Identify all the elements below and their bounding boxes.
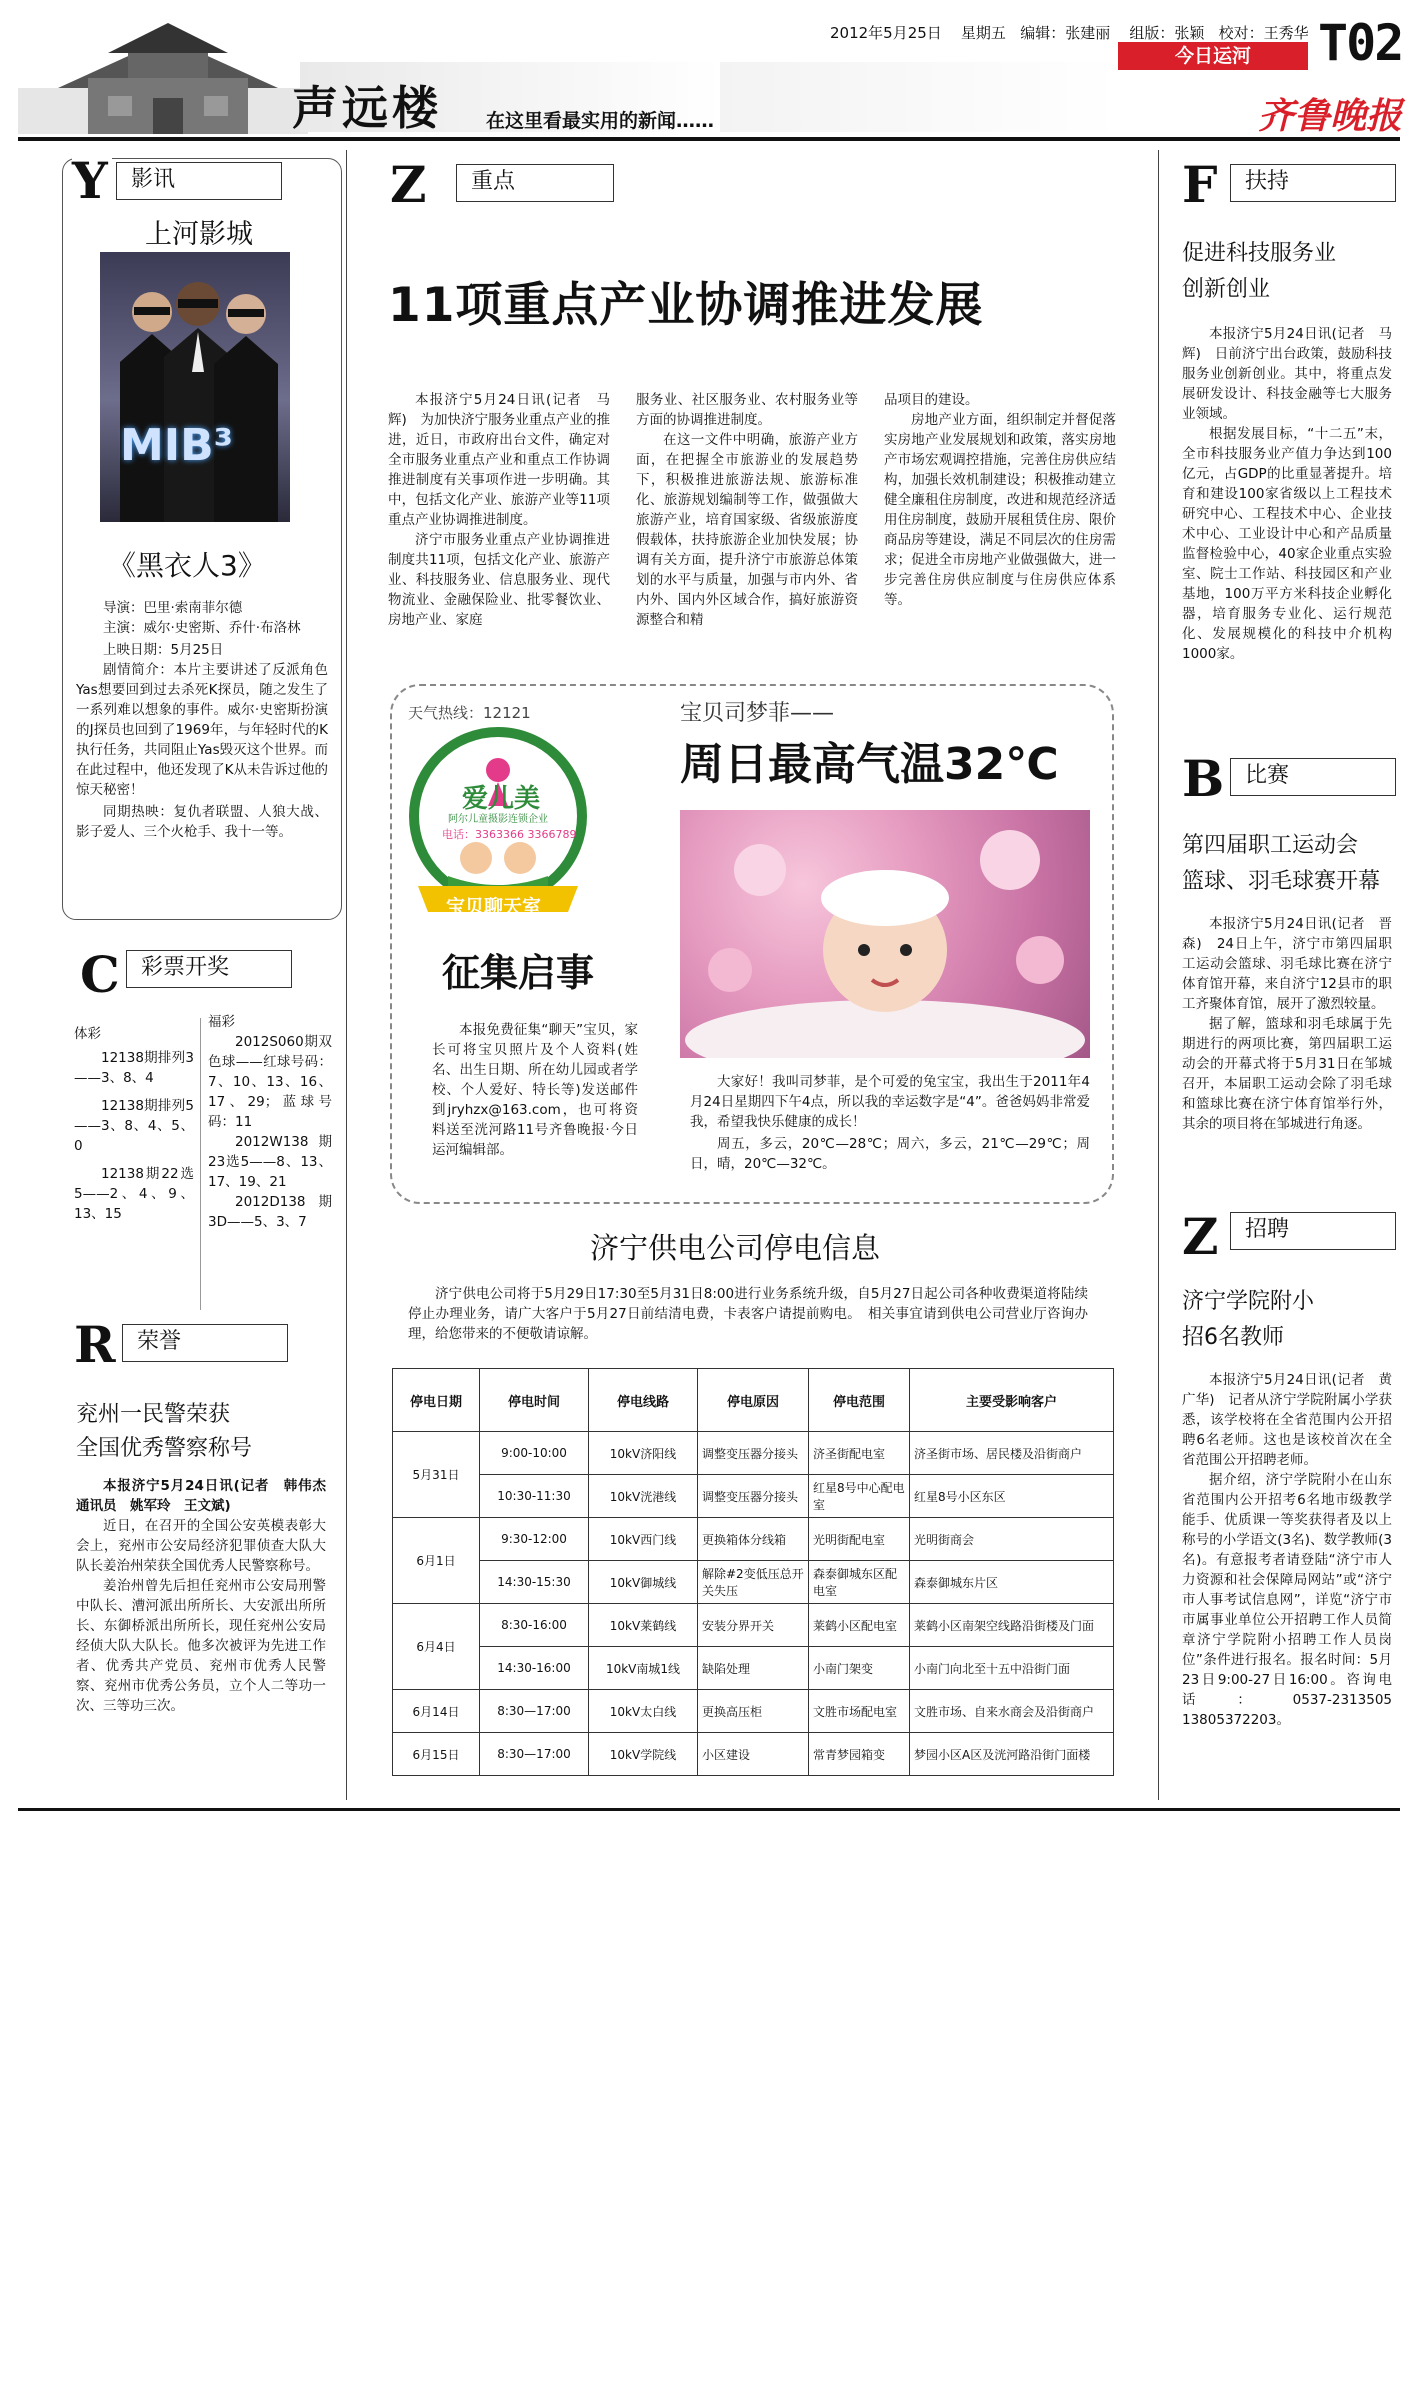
lead-paragraph: 房地产业方面，组织制定并督促落实房地产业发展规划和政策，落实房地产市场宏观调控措施，完善住房供应结构，加强长效机制建设；积极推动建立健全廉租住房制度，改进和规范经济适用住房制度，鼓励开展租赁住房、限价商品房等建设，满足不同层次的住房需求；促进全市房地产业做强做大，进一步完善住房供应制度与住房供应体系等。 <box>884 412 1116 608</box>
section-letter-b: B <box>1182 749 1225 808</box>
column-title: 声远楼 <box>292 81 442 135</box>
outage-date: 6月15日 <box>393 1733 480 1776</box>
baby-intro: 大家好！我叫司梦菲，是个可爱的兔宝宝，我出生于2011年4月24日星期四下午4点，所以我的幸运数字是“4”。爸爸妈妈非常爱我，希望我快乐健康的成长！ <box>690 1074 1090 1130</box>
recruit-headline <box>1182 1284 1314 1356</box>
tab-lottery: 彩票开奖 <box>126 950 292 988</box>
recruit-paragraph: 本报济宁5月24日讯(记者 黄广华) 记者从济宁学院附属小学获悉，该学校将在全省范围内公开招聘6名老师。这也是该校首次在全省范围公开招聘老师。 <box>1182 1372 1392 1468</box>
logo-phone: 电话：3363366 3366789 <box>442 828 577 841</box>
lottery-divider <box>200 1018 201 1310</box>
contest-headline-line: 第四届职工运动会 <box>1182 833 1359 858</box>
outage-date: 6月14日 <box>393 1690 480 1733</box>
contest-body <box>1182 914 1392 1134</box>
outage-date: 6月1日 <box>393 1518 480 1604</box>
outage-cell: 小区建设 <box>698 1733 809 1776</box>
outage-cell: 10kV学院线 <box>589 1733 698 1776</box>
honor-paragraph: 近日，在召开的全国公安英模表彰大会上，兖州市公安局经济犯罪侦查大队大队长姜治州荣获全国优秀人民警察称号。 <box>76 1518 326 1574</box>
outage-cell: 10kV洸港线 <box>589 1475 698 1518</box>
film-release: 上映日期：5月25日 <box>103 642 224 658</box>
outage-date: 5月31日 <box>393 1432 480 1518</box>
notice-title: 征集启事 <box>442 951 595 995</box>
editor-credit: 编辑：张建丽 <box>1020 24 1111 42</box>
lottery-sports-item: 12138期排列5——3、8、4、5、0 <box>74 1098 194 1154</box>
section-letter-f: F <box>1182 155 1218 214</box>
outage-row <box>393 1733 1114 1776</box>
recruit-body <box>1182 1370 1392 1730</box>
outage-cell: 缺陷处理 <box>698 1647 809 1690</box>
honor-headline-line: 兖州一民警荣获 <box>76 1402 231 1427</box>
support-body <box>1182 324 1392 664</box>
lead-col-3 <box>884 390 1116 610</box>
section-letter-c: C <box>80 945 120 1004</box>
outage-header: 停电原因 <box>698 1369 809 1432</box>
lead-col-2 <box>636 390 858 630</box>
proof-credit: 校对：王秀华 <box>1218 24 1309 42</box>
outage-cell: 更换高压柜 <box>698 1690 809 1733</box>
outage-intro: 济宁供电公司将于5月29日17:30至5月31日8:00进行业务系统升级，自5月27日起公司各种收费渠道将陆续停止办理业务，请广大客户于5月27日前结清电费，卡表客户请提前购电。 相关事宜请到供电公司营业厅咨询办理，给您带来的不便敬请谅解。 <box>408 1286 1088 1342</box>
tower-illustration <box>18 18 308 134</box>
outage-date: 6月4日 <box>393 1604 480 1690</box>
film-plot: 剧情简介：本片主要讲述了反派角色Yas想要回到过去杀死K探员，随之发生了一系列难以想象的事件。威尔·史密斯扮演的J探员也回到了1969年，与年轻时代的K执行任务，共同阻止Yas毁灭这个世界。而在此过程中，他还发现了K从未告诉过他的惊天秘密！ <box>76 662 328 798</box>
recruit-headline-line: 济宁学院附小 <box>1182 1289 1315 1314</box>
outage-cell: 8:30—17:00 <box>480 1733 589 1776</box>
column-slogan: 在这里看最实用的新闻…… <box>486 110 715 132</box>
lottery-welfare <box>208 1012 332 1232</box>
outage-header: 停电日期 <box>393 1369 480 1432</box>
outage-cell: 莱鹤小区配电室 <box>809 1604 910 1647</box>
lead-paragraph: 品项目的建设。 <box>884 392 979 408</box>
tab-honor: 荣誉 <box>122 1324 288 1362</box>
outage-cell: 10kV莱鹤线 <box>589 1604 698 1647</box>
lottery-welfare-item: 2012W138期23选5——8、13、17、19、21 <box>208 1134 332 1190</box>
support-headline-line: 促进科技服务业 <box>1182 241 1337 266</box>
poster-logo: MIB³ <box>120 420 233 471</box>
outage-cell: 光明街配电室 <box>809 1518 910 1561</box>
contest-headline-line: 篮球、羽毛球赛开幕 <box>1182 869 1381 894</box>
outage-cell: 14:30-15:30 <box>480 1561 589 1604</box>
outage-cell: 小南门架变 <box>809 1647 910 1690</box>
lottery-welfare-label: 福彩 <box>208 1014 235 1030</box>
outage-cell: 森泰御城东片区 <box>910 1561 1114 1604</box>
lead-paragraph: 济宁市服务业重点产业协调推进制度共11项，包括文化产业、旅游产业、科技服务业、信息服务业、现代物流业、金融保险业、批零餐饮业、房地产业、家庭 <box>388 532 610 628</box>
outage-table <box>392 1368 1114 1776</box>
weather-headline: 周日最高气温32℃ <box>680 739 1059 790</box>
notice-body: 本报免费征集“聊天”宝贝，家长可将宝贝照片及个人资料(姓名、出生日期、所在幼儿园或者学校、个人爱好、特长等)发送邮件到jryhzx@163.com，也可将资料送至洸河路11号齐鲁晚报·今日运河编辑部。 <box>432 1022 638 1158</box>
outage-cell: 文胜市场配电室 <box>809 1690 910 1733</box>
contest-paragraph: 本报济宁5月24日讯(记者 晋森) 24日上午，济宁市第四届职工运动会篮球、羽毛球比赛在济宁体育馆开幕，来自济宁12县市的职工齐聚体育馆，展开了激烈较量。 <box>1182 916 1392 1012</box>
lead-paragraph: 本报济宁5月24日讯(记者 马辉) 为加快济宁服务业重点产业的推进，近日，市政府出台文件，确定对全市服务业重点产业和重点工作协调推进制度有关事项作进一步明确。其中，包括文化产业、旅游产业等11项重点产业协调推进制度。 <box>388 392 610 528</box>
edition-info <box>830 22 1309 43</box>
outage-cell: 8:30-16:00 <box>480 1604 589 1647</box>
header-rule <box>18 137 1400 141</box>
outage-cell: 10kV太白线 <box>589 1690 698 1733</box>
movie-poster <box>100 252 290 522</box>
outage-cell: 小南门向北至十五中沿街门面 <box>910 1647 1114 1690</box>
film-director: 导演：巴里·索南菲尔德 <box>103 600 243 616</box>
tab-contest: 比赛 <box>1230 758 1396 796</box>
outage-cell: 8:30—17:00 <box>480 1690 589 1733</box>
lottery-sports-item: 12138期22选5——2、4、9、13、15 <box>74 1166 194 1222</box>
lottery-sports-item: 12138期排列3——3、8、4 <box>74 1050 194 1086</box>
section-letter-r: R <box>74 1315 116 1374</box>
baby-kicker: 宝贝司梦菲—— <box>680 701 835 726</box>
outage-header: 停电范围 <box>809 1369 910 1432</box>
cinema-name: 上河影城 <box>145 219 253 250</box>
outage-row <box>393 1604 1114 1647</box>
tab-support: 扶持 <box>1230 164 1396 202</box>
outage-cell: 10kV济阳线 <box>589 1432 698 1475</box>
outage-cell: 济圣街市场、居民楼及沿街商户 <box>910 1432 1114 1475</box>
section-letter-y: Y <box>72 156 112 206</box>
column-divider-left <box>346 150 347 1800</box>
outage-header: 停电线路 <box>589 1369 698 1432</box>
outage-header: 主要受影响客户 <box>910 1369 1114 1432</box>
lead-paragraph: 服务业、社区服务业、农村服务业等方面的协调推进制度。 <box>636 392 858 428</box>
support-headline-line: 创新创业 <box>1182 277 1271 302</box>
outage-row <box>393 1518 1114 1561</box>
outage-cell: 调整变压器分接头 <box>698 1432 809 1475</box>
outage-cell: 10:30-11:30 <box>480 1475 589 1518</box>
recruit-paragraph: 据介绍，济宁学院附小在山东省范围内公开招考6名地市级教学能手、优质课一等奖获得者及以上称号的小学语文(3名)、数学教师(3名)。有意报考者请登陆“济宁市人力资源和社会保障局网站”或“济宁市人事考试信息网”，详览“济宁市市属事业单位公开招聘工作人员简章济宁学院附小招聘工作人员岗位”条件进行报名。报名时间：5月23日9:00-27日16:00。咨询电话：0537-2313505 13805372203。 <box>1182 1472 1392 1728</box>
lottery-welfare-item: 2012S060期双色球——红球号码：7、10、13、16、17、29；蓝球号码：11 <box>208 1034 332 1130</box>
outage-cell: 10kV西门线 <box>589 1518 698 1561</box>
outage-cell: 10kV南城1线 <box>589 1647 698 1690</box>
outage-cell: 森泰御城东区配电室 <box>809 1561 910 1604</box>
outage-cell: 14:30-16:00 <box>480 1647 589 1690</box>
outage-cell: 济圣街配电室 <box>809 1432 910 1475</box>
outage-body <box>393 1432 1114 1776</box>
footer-rule <box>18 1808 1400 1811</box>
chat-ribbon: 宝贝聊天室 <box>446 896 542 918</box>
issue-date: 2012年5月25日 <box>830 24 942 42</box>
designer-credit: 组版：张颖 <box>1129 24 1205 42</box>
baby-photo <box>680 810 1090 1058</box>
honor-byline: 本报济宁5月24日讯(记者 韩伟杰 通讯员 姚军玲 王文斌) <box>76 1478 340 1514</box>
outage-cell: 9:30-12:00 <box>480 1518 589 1561</box>
outage-row <box>393 1475 1114 1518</box>
logo-subtitle: 阿尔儿童摄影连锁企业 <box>448 814 548 825</box>
outage-cell: 梦园小区A区及洸河路沿街门面楼 <box>910 1733 1114 1776</box>
page-number: T02 <box>1318 14 1403 72</box>
outage-header-row <box>393 1369 1114 1432</box>
outage-cell: 更换箱体分线箱 <box>698 1518 809 1561</box>
outage-cell: 9:00-10:00 <box>480 1432 589 1475</box>
honor-body <box>76 1476 340 1716</box>
film-cast: 主演：威尔·史密斯、乔什·布洛林 <box>103 620 301 636</box>
issue-weekday: 星期五 <box>960 24 1006 42</box>
tab-film: 影讯 <box>116 162 282 200</box>
contest-paragraph: 据了解，篮球和羽毛球属于先期进行的两项比赛，第四届职工运动会的开幕式将于5月31日在邹城召开，本届职工运动会除了羽毛球和篮球比赛在济宁体育馆举行外，其余的项目将在邹城进行角逐。 <box>1182 1016 1392 1132</box>
outage-row <box>393 1561 1114 1604</box>
outage-cell: 红星8号中心配电室 <box>809 1475 910 1518</box>
lottery-sports <box>74 1024 194 1224</box>
outage-cell: 安装分界开关 <box>698 1604 809 1647</box>
logo-brand: 爱儿美 <box>462 784 541 814</box>
honor-headline-line: 全国优秀警察称号 <box>76 1436 253 1461</box>
section-tag: 今日运河 <box>1118 42 1308 70</box>
outage-cell: 光明街商会 <box>910 1518 1114 1561</box>
outage-cell: 调整变压器分接头 <box>698 1475 809 1518</box>
outage-cell: 文胜市场、自来水商会及沿街商户 <box>910 1690 1114 1733</box>
paper-logo: 齐鲁晚报 <box>1258 95 1403 137</box>
contest-headline <box>1182 828 1380 900</box>
lead-col-1 <box>388 390 610 630</box>
outage-cell: 解除#2变低压总开关失压 <box>698 1561 809 1604</box>
banner-fade-2 <box>720 62 1120 132</box>
outage-row <box>393 1690 1114 1733</box>
section-letter-z: Z <box>390 155 427 214</box>
weather-forecast: 周五，多云，20℃—28℃；周六，多云，21℃—29℃；周日，晴，20℃—32℃。 <box>690 1136 1090 1172</box>
outage-cell: 常青梦园箱变 <box>809 1733 910 1776</box>
movie-title: 《黑衣人3》 <box>108 549 266 582</box>
honor-headline <box>76 1398 252 1466</box>
outage-cell: 红星8号小区东区 <box>910 1475 1114 1518</box>
film-also-showing: 同期热映：复仇者联盟、人狼大战、影子爱人、三个火枪手、我十一等。 <box>76 804 328 840</box>
tab-recruit: 招聘 <box>1230 1212 1396 1250</box>
support-paragraph: 根据发展目标，“十二五”末，全市科技服务业产值力争达到100亿元，占GDP的比重显著提升。培育和建设100家省级以上工程技术研究中心、工程技术中心、企业技术中心、工业设计中心和产品质量监督检验中心，40家企业重点实验室、院士工作站、科技园区和产业基地，100万平方米科技企业孵化器，培育服务专业化、运行规范化、发展规模化的科技中介机构1000家。 <box>1182 426 1392 662</box>
lottery-sports-label: 体彩 <box>74 1026 101 1042</box>
weather-hotline: 天气热线：12121 <box>408 704 531 722</box>
outage-cell: 10kV御城线 <box>589 1561 698 1604</box>
column-divider-right <box>1158 150 1159 1800</box>
outage-row <box>393 1432 1114 1475</box>
recruit-headline-line: 招6名教师 <box>1182 1325 1284 1350</box>
outage-title: 济宁供电公司停电信息 <box>590 1231 881 1265</box>
lottery-welfare-item: 2012D138期3D——5、3、7 <box>208 1194 332 1230</box>
section-letter-z2: Z <box>1182 1207 1219 1266</box>
baby-illustration <box>680 810 1090 1058</box>
honor-paragraph: 姜治州曾先后担任兖州市公安局刑警中队长、漕河派出所所长、大安派出所所长、东御桥派出所所长，现任兖州公安局经侦大队大队长。他多次被评为先进工作者、优秀共产党员、兖州市优秀人民警察、兖州市优秀公务员，立个人二等功一次、三等功三次。 <box>76 1578 326 1714</box>
support-headline <box>1182 236 1336 308</box>
tab-key: 重点 <box>456 164 614 202</box>
film-details <box>76 598 328 842</box>
lead-paragraph: 在这一文件中明确，旅游产业方面，在把握全市旅游业的发展趋势下，积极推进旅游法规、旅游标准化、旅游规划编制等工作，做强做大旅游产业，培育国家级、省级旅游度假载体，扶持旅游企业加快发展；协调有关方面，提升济宁市旅游总体策划的水平与质量，加强与市内外、省内外、国内外区域合作，搞好旅游资源整合和精 <box>636 432 858 628</box>
poster-figures <box>100 252 290 522</box>
support-paragraph: 本报济宁5月24日讯(记者 马辉) 日前济宁出台政策，鼓励科技服务业创新创业。其中，将重点发展研发设计、科技金融等七大服务业领域。 <box>1182 326 1392 422</box>
outage-cell: 莱鹤小区南架空线路沿街楼及门面 <box>910 1604 1114 1647</box>
outage-row <box>393 1647 1114 1690</box>
lead-headline: 11项重点产业协调推进发展 <box>388 278 984 333</box>
outage-header: 停电时间 <box>480 1369 589 1432</box>
